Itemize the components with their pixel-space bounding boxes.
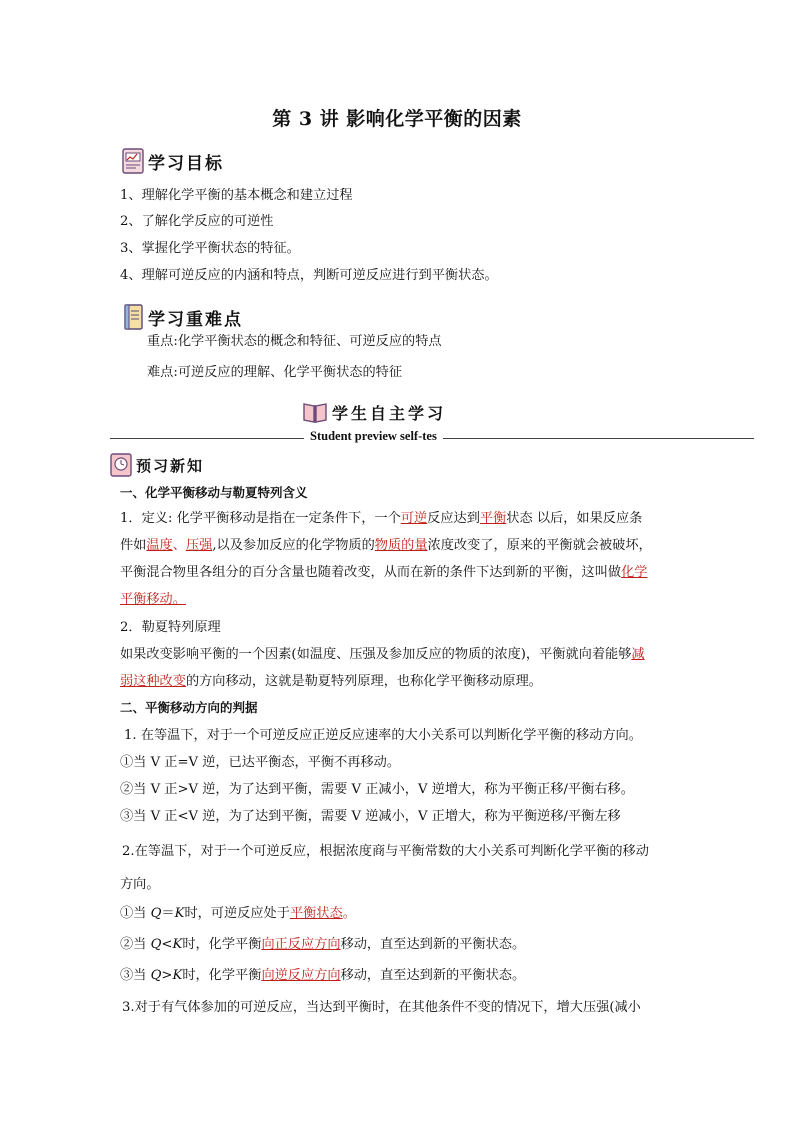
highlight: 压强 [185,538,213,553]
open-book-icon [302,399,328,425]
objective-item: 2、了解化学反应的可逆性 [120,214,274,229]
text: ,以及参加反应的化学物质的 [212,538,375,553]
highlight: 减 [631,647,645,662]
separator: 、 [172,538,186,553]
rule-2: 2.在等温下，对于一个可逆反应，根据浓度商与平衡常数的大小关系可判断化学平衡的移动 [122,844,649,859]
key-points-heading: 学习重难点 [148,309,243,330]
q-symbol: Q [150,906,162,921]
self-study-subtitle: Student preview self-tes [304,429,443,444]
rule-2-continued: 方向。 [120,877,160,892]
rule-2c [120,966,525,986]
text: 件如 [120,538,147,553]
clock-book-icon [110,452,132,478]
objective-item: 4、理解可逆反应的内涵和特点，判断可逆反应进行到平衡状态。 [120,268,498,283]
text: ①当 [120,906,151,921]
notebook-icon [122,304,144,330]
text: 平衡混合物里各组分的百分含量也随着改变，从而在新的条件下达到新的平衡，这叫做 [120,565,622,580]
text: ②当 [120,937,151,952]
definition-line-1 [120,509,642,529]
rule-1: 1. 在等温下，对于一个可逆反应正逆反应速率的大小关系可以判断化学平衡的移动方向。 [124,728,642,743]
chart-book-icon [122,148,144,174]
text: > [161,968,173,983]
rule-3: 3.对于有气体参加的可逆反应，当达到平衡时，在其他条件不变的情况下，增大压强(减小 [122,1000,641,1015]
preview-heading: 预习新知 [136,456,205,475]
text: 移动，直至达到新的平衡状态。 [340,968,526,983]
highlight: 向正反应方向 [261,937,341,952]
highlight: 可逆 [400,511,428,526]
text: 状态 以后，如果反应条 [506,511,643,526]
text: 时，化学平衡 [182,937,262,952]
highlight: 化学 [621,565,648,580]
section1-title: 一、化学平衡移动与勒夏特列含义 [120,485,308,500]
page-title: 第 3 讲 影响化学平衡的因素 [272,108,522,130]
definition-line-2 [120,536,652,556]
text: 反应达到 [427,511,480,526]
objective-item: 1、理解化学平衡的基本概念和建立过程 [120,188,353,203]
highlight: 平衡状态 [289,906,343,921]
k-symbol: K [172,968,183,983]
highlight: 平衡 [479,511,507,526]
q-symbol: Q [150,968,162,983]
k-symbol: K [172,937,183,952]
text: ③当 [120,968,151,983]
le-chatelier-line-1 [120,645,645,665]
rule-1c: ③当 V 正<V 逆，为了达到平衡，需要 V 逆减小，V 正增大，称为平衡逆移/平衡左移 [120,809,621,824]
rule-1a: ①当 V 正=V 逆，已达平衡态，平衡不再移动。 [120,755,401,770]
preview-header [110,452,204,478]
rule-2b [120,935,525,955]
highlight: 向逆反应方向 [261,968,341,983]
highlight: 平衡移动。 [120,592,186,607]
text: 时，可逆反应处于 [184,906,290,921]
difficult-point-text: 难点:可逆反应的理解、化学平衡状态的特征 [147,365,403,380]
text: 移动，直至达到新的平衡状态。 [340,937,526,952]
highlight: 温度 [146,538,173,553]
text: 的方向移动，这就是勒夏特列原理，也称化学平衡移动原理。 [185,674,542,689]
key-point-text: 重点:化学平衡状态的概念和特征、可逆反应的特点 [147,334,442,349]
rule-1b: ②当 V 正>V 逆，为了达到平衡，需要 V 正减小，V 逆增大，称为平衡正移/平衡右移。 [120,782,634,797]
key-points-header [122,304,243,330]
k-symbol: K [174,906,185,921]
text: 浓度改变了，原来的平衡就会被破坏， [427,538,652,553]
definition-line-4 [120,590,186,610]
highlight: 物质的量 [374,538,428,553]
le-chatelier-title: 2．勒夏特列原理 [120,620,221,635]
highlight: 弱这种改变 [120,674,186,689]
objectives-heading: 学习目标 [148,153,224,174]
section2-title: 二、平衡移动方向的判据 [120,700,258,715]
self-study-header [302,399,446,425]
text: 1．定义: 化学平衡移动是指在一定条件下，一个 [120,511,401,526]
text: < [161,937,173,952]
self-study-heading: 学生自主学习 [332,403,447,423]
text: ＝ [161,906,175,921]
objective-item: 3、掌握化学平衡状态的特征。 [120,241,300,256]
text: 。 [342,906,356,921]
q-symbol: Q [150,937,162,952]
text: 时，化学平衡 [182,968,262,983]
text: 如果改变影响平衡的一个因素(如温度、压强及参加反应的物质的浓度)，平衡就向着能够 [120,647,632,662]
definition-line-3 [120,563,648,583]
le-chatelier-line-2 [120,672,542,692]
rule-2a [120,904,356,924]
objectives-header [122,148,224,174]
